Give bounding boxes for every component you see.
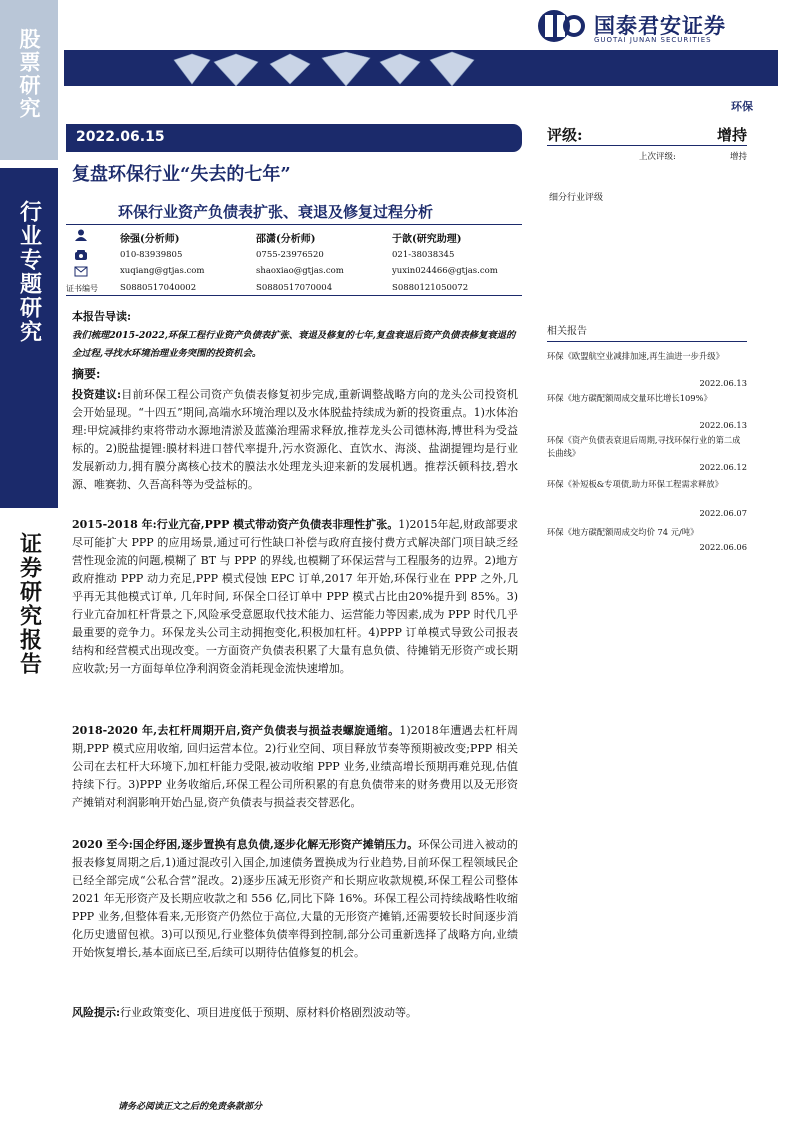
analyst-phone: 021-38038345 xyxy=(392,250,455,260)
related-report-link[interactable]: 环保《地方碳配额周成交均价 74 元/吨》 xyxy=(547,527,699,537)
analyst-phone: 010-83939805 xyxy=(120,250,183,260)
analyst-cert: S0880517070004 xyxy=(256,283,333,293)
paragraph-text: 1)2015年起,财政部要求尽可能扩大 PPP 的应用场景,通过可行性缺口补偿与政府直接付费方式解决部门项目缺乏经营性现金流的问题,模糊了 BT 与 PPP 的界线,也模糊了环保运营与工程服务的边界。2)地方政府推动 PPP 动力充足,PPP 模式侵蚀 EPC 订单,2017 年开始,环保行业在 PPP 之外,几乎再无其他模式订单, 几年时间, 环保全口径订单中 PPP 模式占比由20%提升到 85%。3)行业亢奋加杠杆背景之下,风险承受意愿取代技术能力、运营能力等因素,成为 PPP 时代几乎最重要的竞争力。环保龙头公司主动拥抱变化,积极加杠杆。4)PPP 订单模式导致公司报表结构和经营模式出现改变。一方面资产负债表积累了大量有息负债、待摊销无形资产或长期应收款;另一方面每单位净利润资金消耗现金流快速增加。 xyxy=(72,518,518,675)
previous-rating-value: 增持 xyxy=(729,152,747,162)
analyst-name: 邵潇(分析师) xyxy=(256,234,316,245)
related-reports-heading: 相关报告 xyxy=(547,322,747,342)
analyst-cert: S0880121050072 xyxy=(392,283,469,293)
report-date-bar xyxy=(66,124,522,152)
previous-rating-label: 上次评级: xyxy=(639,152,676,162)
paragraph-lead: 投资建议: xyxy=(72,388,122,401)
logo-mark-icon xyxy=(536,8,586,44)
analyst-email[interactable]: yuxin024466@gtjas.com xyxy=(392,266,498,276)
analyst-email[interactable]: xuqiang@gtjas.com xyxy=(120,266,205,276)
rating-row xyxy=(547,124,747,146)
related-reports xyxy=(547,322,747,552)
paragraph-lead: 2018-2020 年,去杠杆周期开启,资产负债表与损益表螺旋通缩。 xyxy=(72,724,400,737)
header-banner xyxy=(64,50,778,86)
related-report-link[interactable]: 环保《地方碳配额周成交量环比增长109%》 xyxy=(547,393,712,403)
guide-text: 我们梳理2015-2022,环保工程行业资产负债表扩张、衰退及修复的七年,复盘衰退后资产负债表修复衰退的全过程,寻找水环境治理业务突围的投资机会。 xyxy=(72,330,516,359)
paragraph-text: 1)2018年遭遇去杠杆周期,PPP 模式应用收缩, 回归运营本位。2)行业空间、项目释放节奏等预期被改变;PPP 相关公司在去杠杆大环境下,加杠杆能力受限,被动收缩 PPP 业务,业绩高增长预期再难兑现,估值持续下行。3)PPP 业务收缩后,环保工程公司所积累的有息负债带来的财务费用以及无形资产摊销对利润影响开始凸显,资产负债表与损益表交替恶化。 xyxy=(72,724,518,809)
abstract-paragraph-investment xyxy=(72,386,518,494)
diamond-decoration xyxy=(64,50,778,86)
cert-label: 证书编号 xyxy=(66,284,98,293)
abstract-paragraph-2015-2018 xyxy=(72,516,518,678)
analyst-email[interactable]: shaoxiao@gtjas.com xyxy=(256,266,344,276)
paragraph-lead: 2020 至今:国企纾困,逐步置换有息负债,逐步化解无形资产摊销压力。 xyxy=(72,838,419,851)
report-title: 复盘环保行业“失去的七年” xyxy=(72,164,291,185)
related-report-link[interactable]: 环保《补短板&专项债,助力环保工程需求释放》 xyxy=(547,479,723,489)
abstract-heading: 摘要: xyxy=(72,367,101,381)
guide-heading: 本报告导读: xyxy=(72,310,132,323)
side-tabs xyxy=(0,0,58,1122)
analyst-name: 于歆(研究助理) xyxy=(392,234,462,245)
abstract-paragraph-risk xyxy=(72,1004,518,1022)
rating-label: 评级: xyxy=(547,126,583,144)
side-tab-securities-report xyxy=(0,518,58,1122)
abstract-paragraph-2020-now xyxy=(72,836,518,962)
analyst-name: 徐强(分析师) xyxy=(120,234,180,245)
related-report-date: 2022.06.06 xyxy=(699,542,747,552)
abstract-paragraph-2018-2020 xyxy=(72,722,518,812)
paragraph-text: 行业政策变化、项目进度低于预期、原材料价格剧烈波动等。 xyxy=(120,1006,418,1019)
side-tab-stock-research xyxy=(0,0,58,160)
company-logo xyxy=(536,8,776,46)
paragraph-text: 环保公司进入被动的报表修复周期之后,1)通过混改引入国企,加速债务置换成为行业趋势,目前环保工程领域民企已经全部完成“公私合营”混改。2)逐步压减无形资产和长期应收款规模,环保工程公司整体 2021 年无形资产及长期应收款之和 556 亿,同比下降 16%。环保工程公司持续战略性收缩 PPP 业务,但整体看来,无形资产仍然位于高位,大量的无形资产摊销,还需要较长时间逐步消化历史遗留包袱。3)可以预见,行业整体负债率得到控制,部分公司重新选择了战略方向,业绩开始恢复增长,基本面底已至,后续可以期待估值修复的机会。 xyxy=(72,838,519,959)
phone-icon xyxy=(74,249,88,261)
logo-text-en: GUOTAI JUNAN SECURITIES xyxy=(594,36,712,44)
rating-value: 增持 xyxy=(716,126,747,144)
related-report-date: 2022.06.13 xyxy=(699,420,747,430)
industry-tag: 环保 xyxy=(731,100,753,113)
related-report-date: 2022.06.07 xyxy=(699,508,747,518)
side-tab-label: 行业专题研究 xyxy=(16,200,42,344)
related-report-link[interactable]: 环保《欧盟航空业减排加速,再生油进一步升级》 xyxy=(547,351,724,361)
analyst-phone: 0755-23976520 xyxy=(256,250,324,260)
report-subtitle: 环保行业资产负债表扩张、衰退及修复过程分析 xyxy=(118,203,434,221)
paragraph-lead: 风险提示: xyxy=(72,1006,121,1019)
person-icon xyxy=(74,229,88,241)
paragraph-lead: 2015-2018 年:行业亢奋,PPP 模式带动资产负债表非理性扩张。 xyxy=(72,518,399,531)
related-report-link[interactable]: 环保《资产负债表衰退后周期,寻找环保行业的第二成长曲线》 xyxy=(547,435,741,458)
side-tab-label: 证券研究报告 xyxy=(16,532,42,676)
related-report-date: 2022.06.12 xyxy=(699,462,747,472)
side-tab-label: 股票研究 xyxy=(17,28,41,120)
logo-text-cn: 国泰君安证券 xyxy=(594,14,726,38)
analyst-cert: S0880517040002 xyxy=(120,283,197,293)
sub-industry-rating: 细分行业评级 xyxy=(549,193,604,203)
analyst-block xyxy=(66,224,522,296)
mail-icon xyxy=(74,265,88,277)
disclaimer-footer: 请务必阅读正文之后的免责条款部分 xyxy=(118,1102,263,1112)
paragraph-text: 目前环保工程公司资产负债表修复初步完成,重新调整战略方向的龙头公司投资机会开始显现。“十四五”期间,高端水环境治理以及水体脱盐持续成为新的投资重点。1)水体治理:甲烷减排约束将带动水源地清淤及蓝藻治理需求释放,推荐龙头公司德林海,博世科为受益标的。2)脱盐提锂:膜材料进口替代率提升,污水资源化、直饮水、海淡、盐湖提锂均是行业发展新动力,拥有膜分离核心技术的膜法水处理龙头迎来新的发展机遇。推荐沃顿科技,碧水源、唯赛勃、久吾高科等为受益标的。 xyxy=(72,388,519,491)
related-report-date: 2022.06.13 xyxy=(699,378,747,388)
report-date: 2022.06.15 xyxy=(76,129,165,145)
side-tab-industry-special xyxy=(0,168,58,508)
